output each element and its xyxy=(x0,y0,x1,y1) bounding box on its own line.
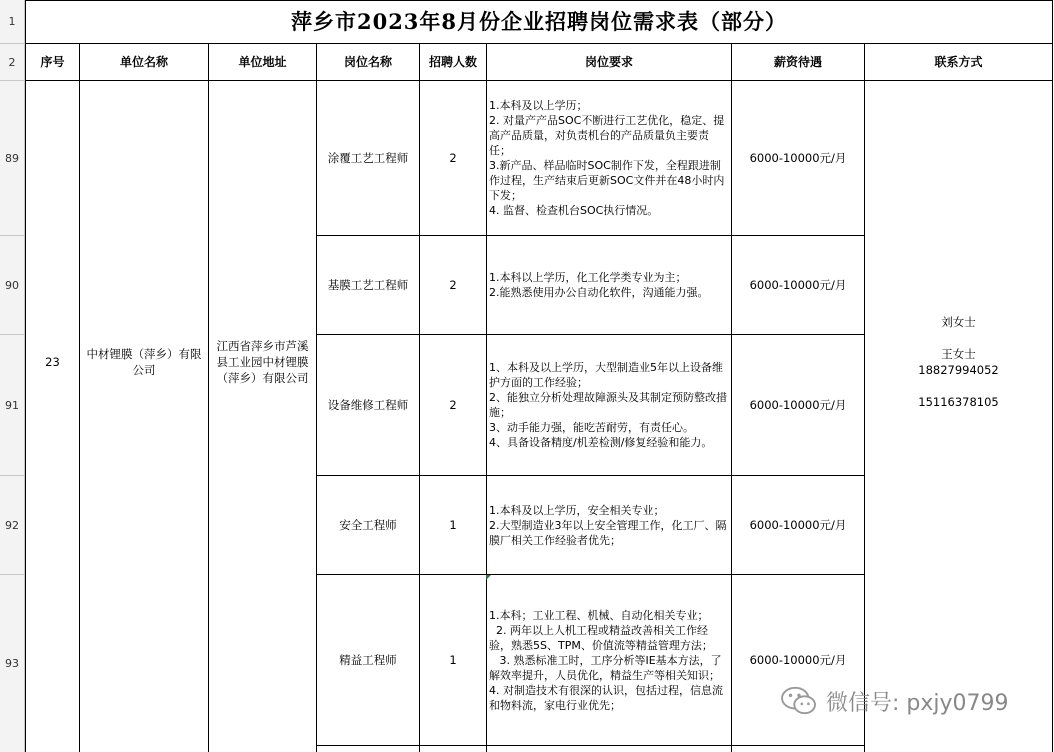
wechat-icon xyxy=(780,685,818,717)
company-address-cell[interactable] xyxy=(212,81,313,752)
company-address: 江西省萍乡市芦溪县工业园中材锂膜（萍乡）有限公司 xyxy=(216,338,309,385)
job-requirements-cell[interactable]: 1.本科及以上学历，安全相关专业； 2.大型制造业3年以上安全管理工作，化工厂、隔膜厂相关工作经验者优先； xyxy=(489,503,727,547)
watermark xyxy=(780,685,1009,717)
company-name: 中材锂膜（萍乡）有限公司 xyxy=(86,346,202,377)
header-company-address[interactable]: 单位地址 xyxy=(238,55,287,69)
job-title-cell[interactable]: 精益工程师 xyxy=(339,653,397,667)
row-number-93[interactable]: 93 xyxy=(0,575,25,752)
sheet-title[interactable]: 萍乡市2023年8月份企业招聘岗位需求表（部分） xyxy=(290,9,788,34)
watermark-text: 微信号: pxjy0799 xyxy=(826,690,1009,716)
job-requirements-cell[interactable]: 1.本科以上学历，化工化学类专业为主； 2.能熟悉使用办公自动化软件，沟通能力强。 xyxy=(489,271,709,299)
header-company-name[interactable]: 单位名称 xyxy=(119,55,168,69)
contact-cell[interactable] xyxy=(865,81,1052,752)
header-contact[interactable]: 联系方式 xyxy=(934,55,983,69)
header-headcount[interactable]: 招聘人数 xyxy=(428,55,477,69)
company-index-cell[interactable] xyxy=(26,81,79,752)
job-title-cell[interactable]: 基膜工艺工程师 xyxy=(327,278,409,292)
company-name-cell[interactable] xyxy=(82,81,206,752)
row-number-92[interactable]: 92 xyxy=(0,476,25,574)
job-salary-cell[interactable]: 6000-10000元/月 xyxy=(749,653,847,667)
row-number-2[interactable]: 2 xyxy=(0,44,25,80)
row-number-90[interactable]: 90 xyxy=(0,236,25,334)
company-index: 23 xyxy=(45,354,60,369)
header-salary[interactable]: 薪资待遇 xyxy=(773,55,822,69)
job-count-cell[interactable]: 2 xyxy=(449,151,457,165)
job-count-cell[interactable]: 2 xyxy=(449,398,457,412)
job-salary-cell[interactable]: 6000-10000元/月 xyxy=(749,518,847,532)
row-number-1[interactable]: 1 xyxy=(0,0,25,43)
job-count-cell[interactable]: 1 xyxy=(449,653,457,667)
job-count-cell[interactable]: 1 xyxy=(449,518,457,532)
cell-indicator xyxy=(486,575,491,580)
job-salary-cell[interactable]: 6000-10000元/月 xyxy=(749,151,847,165)
job-salary-cell[interactable]: 6000-10000元/月 xyxy=(749,398,847,412)
contact-info: 刘女士 王女士 18827994052 15116378105 xyxy=(918,314,999,409)
job-requirements-cell[interactable]: 1、本科及以上学历，大型制造业5年以上设备维护方面的工作经验； 2、能独立分析处理故障源头及其制定预防整改措施； 3、动手能力强，能吃苦耐劳，有责任心。 4、具备设备精度/机差检测/修复经验和能力。 xyxy=(489,361,727,449)
header-index[interactable]: 序号 xyxy=(40,55,65,69)
job-title-cell[interactable]: 安全工程师 xyxy=(339,518,397,532)
row-number-91[interactable]: 91 xyxy=(0,335,25,475)
job-count-cell[interactable]: 2 xyxy=(449,278,457,292)
job-requirements-cell[interactable]: 1.本科及以上学历； 2. 对量产产品SOC不断进行工艺优化，稳定、提高产品质量，对负责机台的产品质量负主要责任； 3.新产品、样品临时SOC制作下发，全程跟进制作过程，生产结束后更新SOC文件并在48小时内下发； 4. 监督、检查机台SOC执行情况。 xyxy=(489,99,725,217)
header-job-title[interactable]: 岗位名称 xyxy=(343,55,392,69)
job-salary-cell[interactable]: 6000-10000元/月 xyxy=(749,278,847,292)
row-number-89[interactable]: 89 xyxy=(0,81,25,235)
job-title-cell[interactable]: 涂覆工艺工程师 xyxy=(327,151,409,165)
job-title-cell[interactable]: 设备维修工程师 xyxy=(327,398,409,412)
header-requirements[interactable]: 岗位要求 xyxy=(584,55,633,69)
job-requirements-cell[interactable]: 1.本科；工业工程、机械、自动化相关专业； 2. 两年以上人机工程或精益改善相关工作经验，熟悉5S、TPM、价值流等精益管理方法； 3. 熟悉标准工时，工序分析等IE基本方法，了解效率提升，人员优化，精益生产等相关知识； 4. 对制造技术有很深的认识，包括过程，信息流和物料流，家电行业优先； xyxy=(489,608,723,712)
